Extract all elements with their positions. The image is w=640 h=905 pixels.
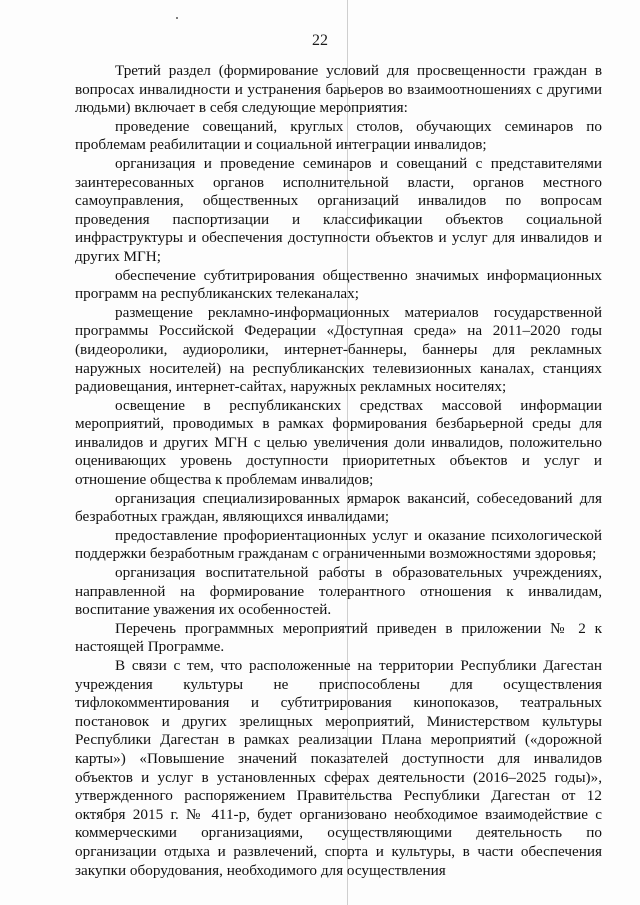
document-body [75,62,602,880]
paragraph: организация специализированных ярмарок вакансий, собеседований для безработных граждан, являющихся инвалидами; [75,489,602,526]
scan-speck [176,17,178,19]
paragraph: предоставление профориентационных услуг и оказание психологической поддержки безработным гражданам с ограниченными возможностями здоровья; [75,526,602,563]
paragraph: Третий раздел (формирование условий для просвещенности граждан в вопросах инвалидности и устранения барьеров во взаимоотношениях с другими людьми) включает в себя следующие мероприятия: [75,62,602,117]
page-number: 22 [312,32,328,49]
paragraph: размещение рекламно-информационных материалов государственной программы Российской Федерации «Доступная среда» на 2011–2020 годы (видеоролики, аудиоролики, интернет-баннеры, баннеры для рекламных наружных носителей) на республиканских телевизионных каналах, станциях радиовещания, интернет-сайтах, наружных рекламных носителях; [75,303,602,396]
paragraph: освещение в республиканских средствах массовой информации мероприятий, проводимых в рамках формирования безбарьерной среды для инвалидов и других МГН с целью увеличения доли инвалидов, положительно оценивающих уровень доступности приоритетных объектов и услуг и отношение общества к проблемам инвалидов; [75,396,602,489]
paragraph: организация воспитательной работы в образовательных учреждениях, направленной на формирование толерантного отношения к инвалидам, воспитание уважения их особенностей. [75,564,602,619]
paragraph: проведение совещаний, круглых столов, обучающих семинаров по проблемам реабилитации и социальной интеграции инвалидов; [75,117,602,154]
paragraph: организация и проведение семинаров и совещаний с представителями заинтересованных органов исполнительной власти, органов местного самоуправления, общественных организаций инвалидов по вопросам проведения паспортизации и классификации объектов социальной инфраструктуры и обеспечения доступности объектов и услуг для инвалидов и других МГН; [75,154,602,265]
paragraph: В связи с тем, что расположенные на территории Республики Дагестан учреждения культуры не приспособлены для осуществления тифлокомментирования и субтитрирования кинопоказов, театральных постановок и других зрелищных мероприятий, Министерством культуры Республики Дагестан в рамках реализации Плана мероприятий («дорожной карты») «Повышение значений показателей доступности для инвалидов объектов и услуг в установленных сферах деятельности (2016–2025 годы)», утвержденного распоряжением Правительства Республики Дагестан от 12 октября 2015 г. № 411-р, будет организовано необходимое взаимодействие с коммерческими организациями, осуществляющими деятельность по организации отдыха и развлечений, спорта и культуры, в части обеспечения закупки оборудования, необходимого для осуществления [75,657,602,879]
paragraph: Перечень программных мероприятий приведен в приложении № 2 к настоящей Программе. [75,619,602,656]
paragraph: обеспечение субтитрирования общественно значимых информационных программ на республиканских телеканалах; [75,266,602,303]
